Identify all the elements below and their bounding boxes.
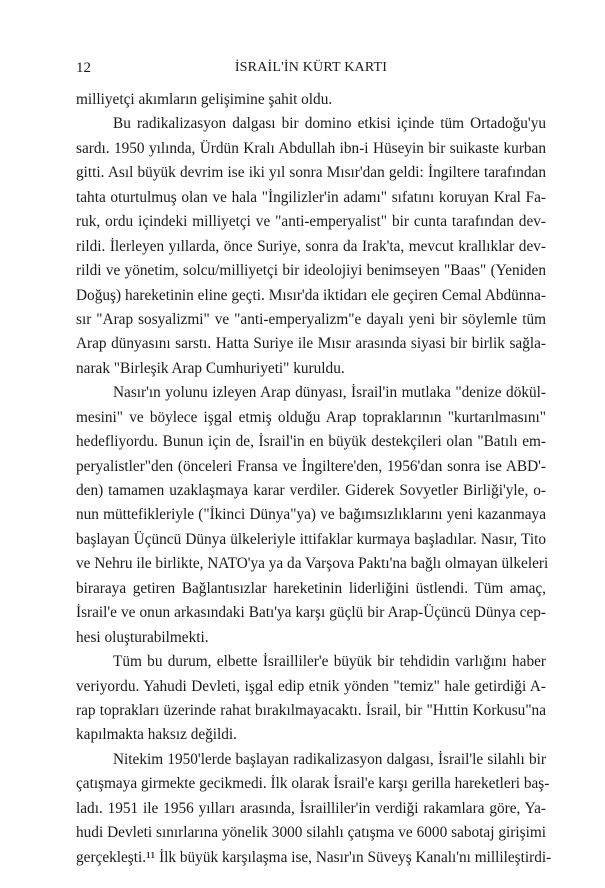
text-line: peryalistler"den (önceleri Fransa ve İngiltere'den, 1956'dan sonra ise ABD'- xyxy=(76,457,546,475)
page-header xyxy=(76,60,546,82)
text-line: gitti. Asıl büyük devrim ise iki yıl sonra Mısır'dan geldi: İngiltere tarafından xyxy=(76,164,546,182)
running-title: İSRAİL'İN KÜRT KARTI xyxy=(234,60,388,75)
text-line: ve Nehru ile birlikte, NATO'ya ya da Varşova Paktı'na bağlı olmayan ülkeleri xyxy=(76,555,549,573)
page-number: 12 xyxy=(76,60,91,76)
text-line: rildi ve yönetim, solcu/milliyetçi bir ideolojiyi benimseyen "Baas" (Yeniden xyxy=(76,262,546,280)
text-line: hedefliyordu. Bunun için de, İsrail'in en büyük destekçileri olan "Batılı em- xyxy=(76,433,546,451)
text-line: İsrail'e ve onun arkasındaki Batı'ya karşı güçlü bir Arap-Üçüncü Dünya cep- xyxy=(76,604,546,622)
paragraph xyxy=(76,112,546,381)
text-line: gerçekleşti.¹¹ İlk büyük karşılaşma ise, Nasır'ın Süveyş Kanalı'nı millileştirdi- xyxy=(76,848,552,866)
paragraph xyxy=(76,650,546,748)
text-line: biraraya getiren Bağlantısızlar hareketinin liderliğini üstlendi. Tüm amaç, xyxy=(76,579,546,597)
text-line: ladı. 1951 ile 1956 yılları arasında, İsrailliler'in verdiği rakamlara göre, Ya- xyxy=(76,799,546,817)
text-line: çatışmaya girmekte gecikmedi. İlk olarak İsrail'e karşı gerilla hareketleri baş- xyxy=(76,775,550,793)
text-line: tahta oturtulmuş olan ve hala "İngilizler'in adamı" sıfatını koruyan Kral Fa- xyxy=(76,188,546,206)
text-line: hesi oluşturabilmekti. xyxy=(76,628,209,646)
text-line: kapılmakta haksız değildi. xyxy=(76,726,237,744)
text-line: nun müttefikleriyle ("İkinci Dünya"ya) ve bağımsızlıklarını yeni kazanmaya xyxy=(76,506,546,524)
text-line: narak "Birleşik Arap Cumhuriyeti" kuruldu. xyxy=(76,359,345,377)
text-line: sır "Arap sosyalizmi" ve "anti-emperyalizm"e dayalı yeni bir söylemle tüm xyxy=(76,310,546,328)
body-text xyxy=(76,88,552,870)
text-line: mesini" ve böylece işgal etmiş olduğu Arap topraklarının "kurtarılmasını" xyxy=(76,408,546,426)
paragraph xyxy=(76,88,546,112)
text-line: başlayan Üçüncü Dünya ülkeleriyle ittifaklar kurmaya başladılar. Nasır, Tito xyxy=(76,530,546,548)
text-line: rap toprakları üzerinde rahat bırakılmayacaktı. İsrail, bir "Hıttin Korkusu"na xyxy=(76,701,546,719)
text-line: den) tamamen uzaklaşmaya karar verdiler. Giderek Sovyetler Birliği'yle, o- xyxy=(76,482,546,499)
text-line: rildi. İlerleyen yıllarda, önce Suriye, sonra da Irak'ta, mevcut krallıklar dev- xyxy=(76,237,546,255)
text-line: sardı. 1950 yılında, Ürdün Kralı Abdullah ibn-i Hüseyin bir suikaste kurban xyxy=(76,139,546,157)
text-line: Nitekim 1950'lerde başlayan radikalizasyon dalgası, İsrail'le silahlı bir xyxy=(113,750,546,768)
text-line: milliyetçi akımların gelişimine şahit oldu. xyxy=(76,91,333,108)
text-line: Tüm bu durum, elbette İsrailliler'e büyük bir tehdidin varlığını haber xyxy=(113,653,546,671)
paragraph xyxy=(76,748,552,870)
text-line: Nasır'ın yolunu izleyen Arap dünyası, İsrail'in mutlaka "denize dökül- xyxy=(113,384,546,402)
paragraph xyxy=(76,381,549,650)
text-line: Bu radikalizasyon dalgası bir domino etkisi içinde tüm Ortadoğu'yu xyxy=(113,115,546,133)
text-line: ruk, ordu içindeki milliyetçi ve "anti-emperyalist" bir cunta tarafından dev- xyxy=(76,213,546,231)
text-line: hudi Devleti sınırlarına yönelik 3000 silahlı çatışma ve 6000 sabotaj girişimi xyxy=(76,824,546,842)
text-line: veriyordu. Yahudi Devleti, işgal edip etnik yönden "temiz" hale getirdiği A- xyxy=(76,677,546,695)
text-line: Arap dünyasını sarstı. Hatta Suriye ile Mısır arasında siyasi bir birlik sağla- xyxy=(76,335,546,353)
text-line: Doğuş) hareketinin eline geçti. Mısır'da iktidarı ele geçiren Cemal Abdünna- xyxy=(76,286,546,304)
